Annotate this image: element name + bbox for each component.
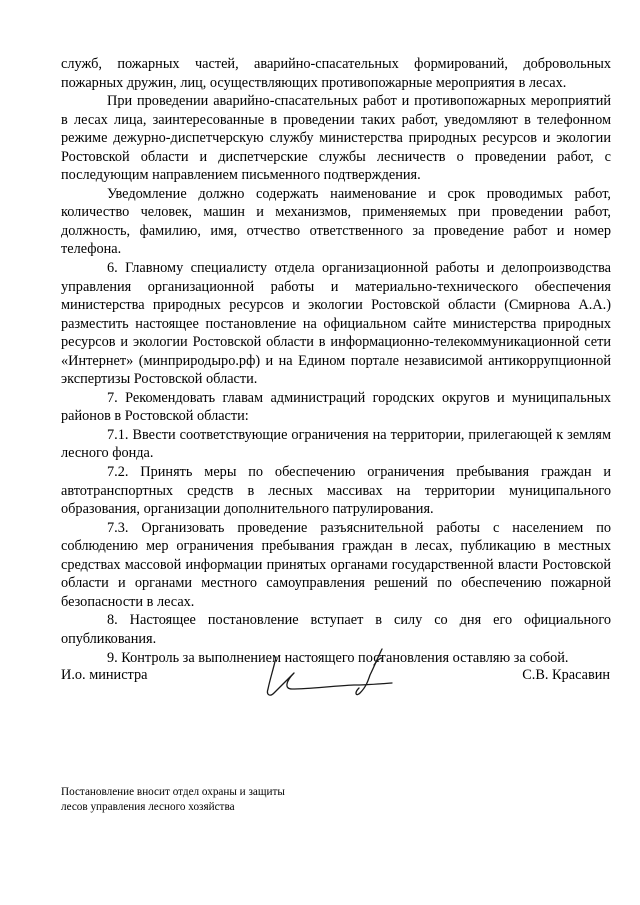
paragraph-item-7-3: 7.3. Организовать проведение разъяснительной работы с населением по соблюдению мер ограничения пребывания граждан в лесах, публикацию в местных средствах массовой информации принятых органами государственной власти Ростовской области и органами местного самоуправления решений по обеспечению пожарной безопасности в лесах. xyxy=(61,519,611,610)
paragraph-item-7-1: 7.1. Ввести соответствующие ограничения на территории, прилегающей к землям лесного фонда. xyxy=(61,426,611,462)
signatory-name: С.В. Красавин xyxy=(522,667,610,683)
footnote-line-1: Постановление вносит отдел охраны и защиты xyxy=(61,786,285,798)
document-footnote xyxy=(61,785,285,814)
paragraph-item-8: 8. Настоящее постановление вступает в силу со дня его официального опубликования. xyxy=(61,612,611,647)
signatory-role: И.о. министра xyxy=(61,667,148,683)
paragraph-item-9: 9. Контроль за выполнением настоящего постановления оставляю за собой. xyxy=(107,649,569,666)
paragraph-item-7-2: 7.2. Принять меры по обеспечению ограничения пребывания граждан и автотранспортных средств в лесных массивах на территории муниципального образования, организации дополнительного патрулирования. xyxy=(61,464,611,518)
footnote-line-2: лесов управления лесного хозяйства xyxy=(61,800,235,813)
handwritten-signature xyxy=(262,643,402,703)
paragraph-notification-requirement: При проведении аварийно-спасательных работ и противопожарных мероприятий в лесах лица, заинтересованные в проведении таких работ, уведомляют в телефонном режиме дежурно-диспетчерскую службу министерства природных ресурсов и экологии Ростовской области и диспетчерские службы лесничеств о проведении работ, с последующим направлением письменного подтверждения. xyxy=(61,93,611,184)
paragraph-notification-content: Уведомление должно содержать наименование и срок проводимых работ, количество человек, машин и механизмов, применяемых при проведении работ, должность, фамилию, имя, отчество ответственного за проведение работ и номер телефона. xyxy=(61,185,611,258)
paragraph-continuation: служб, пожарных частей, аварийно-спасательных формирований, добровольных пожарных дружин, лиц, осуществляющих противопожарные мероприятия в лесах. xyxy=(61,56,611,91)
paragraph-item-6: 6. Главному специалисту отдела организационной работы и делопроизводства управления организационной работы и материально-технического обеспечения министерства природных ресурсов и экологии Ростовской области (Смирнова А.А.) разместить настоящее постановление на официальном сайте министерства природных ресурсов и экологии Ростовской области в информационно-телекоммуникационной сети «Интернет» (минприродыро.рф) и на Едином портале независимой антикоррупционной экспертизы Ростовской области. xyxy=(61,260,611,388)
paragraph-item-7: 7. Рекомендовать главам администраций городских округов и муниципальных районов в Ростовской области: xyxy=(61,389,611,425)
document-body xyxy=(61,55,611,667)
